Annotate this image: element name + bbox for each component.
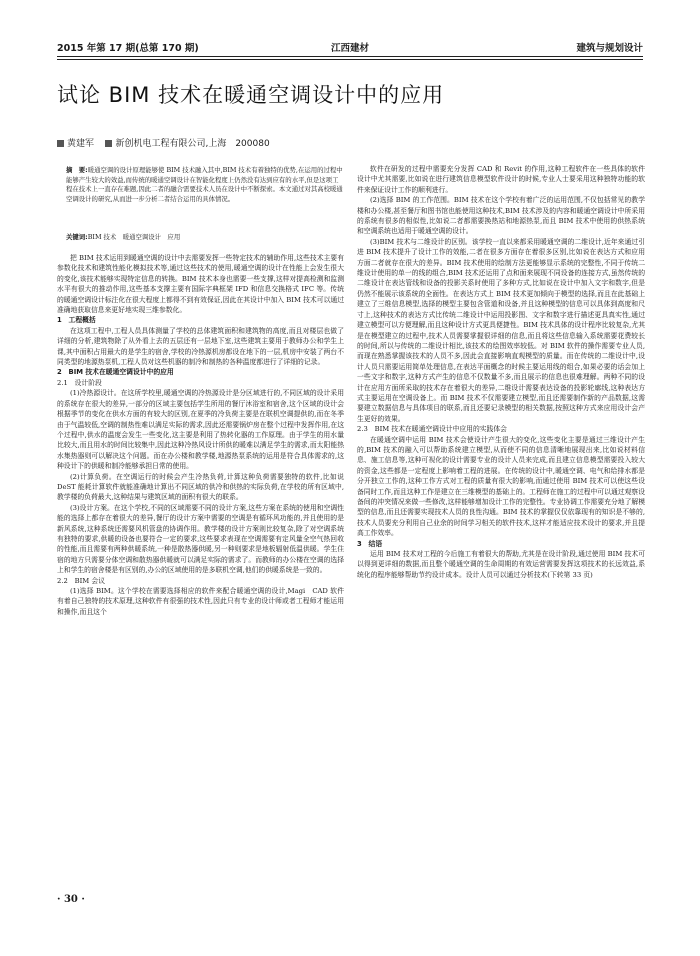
section-heading: 3 结语 (357, 539, 383, 548)
section-heading: 2 BIM 技术在暖通空调设计中的应用 (57, 368, 174, 377)
section-heading: 1 工程概括 (57, 316, 96, 325)
author-name: 黄建军 (67, 139, 95, 149)
paragraph: 在这项工程中,工程人员具体测量了学校的总体建筑面积和建筑物的高度,而且对楼层也做了详细的分析,建筑物除了从外看上去的五层还有一层地下室,这些建筑主要用于教师办公和学生上课,其中面积占用最大的是学生的宿舍,学校的冷热源机房都设在地下的一层,机房中安装了两台不同类型的地源热泵机,工程人员对这些机器的制冷和制热的各种温度都进行了详细的记录。 (57, 326, 344, 367)
paragraph: (2)计算负荷。在空调运行的时候会产生冷热负荷,计算这种负荷需要独特的软件,比如说 DeST 能耗计算软件就能准确地计算出不同区域的供冷和供热的实际负荷,在学校的所有区域中,教学楼的负荷最大,这种结果与建筑区域的面积有很大的联系。 (57, 472, 344, 502)
paragraph: (3)BIM 技术与二维设计的区别。该学校一直以来都采用暖通空调的二维设计,近年来通过引进 BIM 技术提升了设计工作的效能,二者在很多方面存在着很多区别,比如说在表达方式和应用方面二者就存在很大的差异。BIM 技术使用的绘制方法更能够显示系统的完整性,不同于传统二维设计使用的单一的线的组合,BIM 技术还运用了点和面来展现不同设备的连接方式,虽然传统的二维设计在表达管线和设备的投影关系时使用了多种方式,比如说在设计中加入文字和数字,但是仍然不能展示该系统的全面性。在表达方式上 BIM 技术更加倾向于模型的选择,而且在此基础上建立了三维信息模型,选择的模型主要包含管道和设备,并且这种模型的信息可以具体到高度和尺寸上,这种技术的表达方式比传统二维设计中运用投影图、文字和数字进行描述更具真实性,通过建立模型可以方便理解,而且这种设计方式更具便捷性。BIM 技术具体的设计程序比较复杂,尤其是在模型建立的过程中,技术人员需要掌握很详细的信息,而且将这些信息输入系统需要花费较长的时间,所以与传统的二维设计相比,该技术的绘图效率较低。对 BIM 软件的操作需要专业人员,而现在熟悉掌握该技术的人员不多,因此会直接影响直观模型的质量。而在传统的二维设计中,设计人员只需要运用简单处理信息,在表达平面概念的时候主要运用线的组合,如果必要的话会加上一些文字和数字,这种方式产生的信息不仅数量不多,而且展示的信息也很难理解。两种不同的设计在应用方面所采取的技术存在着很大的差异,二维设计需要表达设备的投影轮廓线,这种表达方式主要运用在空调设备上。而 BIM 技术不仅需要建立模型,而且还需要制作新的产品数据,这需要建立数据信息与具体项目的联系,而且还要记录模型的相关数据,按照这种方式来应用设计会产生更好的效果。 (357, 237, 645, 423)
section-heading: 2.1 设计阶段 (57, 378, 102, 387)
section-heading: 2.3 BIM 技术在暖通空调设计中应用的实践体会 (357, 425, 507, 434)
right-column (357, 164, 645, 580)
author-line (57, 136, 270, 149)
issue-label: 2015 年第 17 期(总第 170 期) (57, 43, 199, 54)
bullet-square-icon (105, 140, 112, 147)
paragraph: 运用 BIM 技术对工程的今后施工有着很大的帮助,尤其是在设计阶段,通过使用 BIM 技术可以得到更详细的数据,而且整个暖通空调的生命周期的有效运营需要发挥这项技术的长远效益,系统化的程序能够帮助节约设计成本。设计人员可以通过分析技术(下转第 33 页) (357, 550, 645, 579)
paragraph: 软件在研发的过程中需要充分发挥 CAD 和 Revit 的作用,这种工程软件在一些具体的软件设计中尤其需要,比如说在进行建筑信息模型软件设计的时候,专业人士要采用这种独特功能的软件来保证设计工作的顺利进行。 (357, 165, 645, 194)
bullet-square-icon (57, 140, 64, 147)
page-number: · 30 · (57, 894, 85, 905)
paragraph: (1)冷热源设计。在这所学校里,暖通空调的冷热源设计是分区域进行的,不同区域的设计采用的系统存在很大的差异,一部分的区域主要包括学生所用的餐厅沐浴室和宿舍,这个区域的设计会根据季节的变化在供水方面的有较大的区别,在夏季的冷负荷主要是在联机空调提供的,而在冬季由于气温较低,空调的制热性难以满足实际的需求,因此还需要锅炉房在整个过程中发挥作用,在这个过程中,供水的温度会发生一些变化,这主要是利用了热转化器的工作原理。由于学生的用水量比较大,而且用水的时间比较集中,因此这种冷热风设计所供的暖难以满足学生的需求,而太阳能热水集热器则可以解决这个问题。而在办公楼和教学楼,地源热泵系统的运用是符合具体需求的,这种设计下的供暖和制冷能够承担日常的使用。 (57, 389, 344, 471)
paragraph: 在暖通空调中运用 BIM 技术会使设计产生很大的变化,这些变化主要是通过三维设计产生的,BIM 技术的融入可以帮助系统建立模型,从而使不同的信息清晰地展现出来,比如说材料信息、施工信息等,这种可视化的设计需要专业的设计人员来完成,而且建立信息模型需要投入较大的资金,这些都是一定程度上影响着工程的进展。在传统的设计中,暖通空调、电气和给排水都是分开独立工作的,这种工作方式对工程的质量有很大的影响,而通过使用 BIM 技术可以使这些设备同时工作,而且这种工作是建立在三维模型的基础上的。工程师在施工的过程中可以通过观察设备间的冲突情况来做一些修改,这样能够增加设计工作的完整性。专业协调工作需要充分地了解模型的信息,而且还需要实现技术人员的良性沟通。BIM 技术的掌握仅仅依靠现有的知识是不够的,技术人员要充分利用自己业余的时间学习相关的软件技术,这样才能适应技术设计的要求,并且提高工作效率。 (357, 435, 645, 538)
keywords-label: 关键词: (66, 233, 88, 241)
header-rule-thin (57, 59, 643, 60)
article-title: 试论 BIM 技术在暖通空调设计中的应用 (57, 83, 445, 107)
journal-name: 江西建材 (330, 43, 369, 54)
header-rule-thick (57, 56, 643, 57)
abstract-text: 暖通空调的设计原理能够使 BIM 技术融入其中,BIM 技术有着独特的优势,在运用的过程中能够产生较大的效益,而传统的暖通空调设计在智能化程度上仍然没有达到应有的水平,但是这项工程在技术上一直存在难题,因此二者的融合需要技术人员在设计中不断探索。本文通过对其高校暖通空调设计的研究,从而进一步分析二者结合运用的具体情况。 (66, 166, 343, 203)
author-affiliation: 新创机电工程有限公司,上海 200080 (115, 139, 270, 149)
left-column (57, 253, 344, 617)
keywords (66, 233, 344, 243)
section-label: 建筑与规划设计 (576, 43, 643, 54)
section-heading: 2.2 BIM 会议 (57, 576, 105, 585)
paragraph: 把 BIM 技术运用到暖通空调的设计中去需要发挥一些特定技术的辅助作用,这些技术主要有参数化技术和建筑性能化模拟技术等,通过这些技术的使用,暖通空调的设计在性能上会发生很大的变化,该技术能够实现特定信息的转换。BIM 技术本身也需要一些支撑,这样对提高检测和监测水平有很大的推动作用,这些基本支撑主要有国际字典框架 IFD 和信息交换格式 IFC 等。传统的暖通空调设计标注化在很大程度上都得不到有效保证,因此在其设计中加入 BIM 技术可以通过准确地获取信息来更好地实现三维参数化。 (57, 254, 344, 315)
paragraph: (2)选择 BIM 的工作范围。BIM 技术在这个学校有着广泛的运用范围,不仅包括常见的教学楼和办公楼,甚至餐厅和图书馆也能使用这种技术,BIM 技术涉及的内容和暖通空调设计中所采用的系统有很多的相似性,比如说二者都需要换热站和地源热泵,而且 BIM 技术中使用的供热系统和空调系统也适用于暖通空调的设计。 (357, 196, 645, 236)
running-header (57, 40, 643, 54)
abstract-label: 摘 要: (66, 166, 88, 174)
keywords-text: BIM 技术 暖通空调设计 应用 (87, 233, 181, 241)
paragraph: (3)设计方案。在这个学校,不同的区域需要不同的设计方案,这些方案在系统的使用和空调性能的选择上都存在着很大的差异,餐厅的设计方案中需要的空调是有循环风功能的,并且使用的是新风系统,这种系统还需要风机管盘的协调作用。教学楼的设计方案则比较复杂,除了对空调系统有独特的要求,供暖的设备也要符合一定的要求,这些要求表现在空调需要有定风量全空气热回收的性能,而且需要有两种供暖系统,一种是散热器供暖,另一种则要求是地板辐射低温供暖。学生住宿的地方只需要分体空调和散热器供暖就可以满足实际的需求了。而教师的办公楼在空调的选择上和学生的宿舍楼是有区别的,办公的区域使用的是多联机空调,他们的供暖系统是一致的。 (57, 503, 344, 575)
paragraph: (1)选择 BIM。这个学校在需要选择相应的软件来配合暖通空调的设计,Magi CAD 软件有着自己独特的技术原理,这种软件有很强的技术性,因此只有专业的设计师或者工程师才能运用和操作,而且这个 (57, 587, 344, 616)
abstract (66, 166, 344, 204)
